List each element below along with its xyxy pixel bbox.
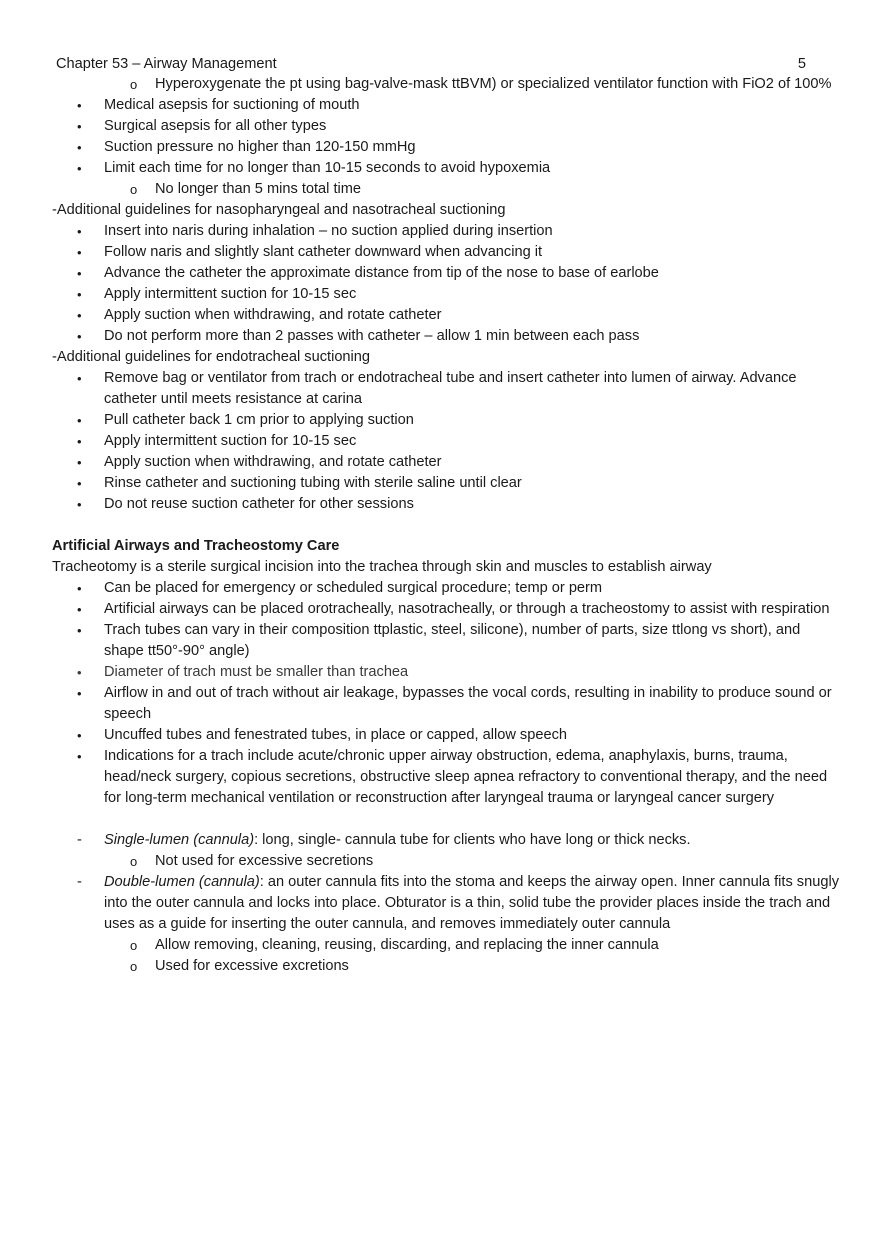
list-item: • Apply suction when withdrawing, and rotate catheter — [52, 452, 842, 473]
section-heading: -Additional guidelines for endotracheal suctioning — [52, 349, 371, 365]
paragraph: Tracheotomy is a sterile surgical incision into the trachea through skin and muscles to establish airway — [52, 559, 712, 575]
list-item: - Single-lumen (cannula): long, single- cannula tube for clients who have long or thick necks. — [52, 830, 842, 851]
bullet-icon: • — [77, 455, 82, 470]
bullet-icon: • — [77, 98, 82, 113]
bullet-icon: • — [77, 140, 82, 155]
list-item: • Rinse catheter and suctioning tubing with sterile saline until clear — [52, 473, 842, 494]
sub-bullet-icon: o — [130, 182, 138, 197]
sub-item: o Used for excessive excretions — [52, 956, 842, 977]
dash-icon: - — [77, 874, 82, 890]
spacer — [52, 515, 842, 536]
bullet-icon: • — [77, 623, 82, 638]
list-item: • Trach tubes can vary in their composition ttplastic, steel, silicone), number of parts, size ttlong vs short), and shape tt50°-90° angle) — [77, 622, 801, 659]
list-item: • Surgical asepsis for all other types — [52, 116, 842, 137]
list-item: • Insert into naris during inhalation – no suction applied during insertion — [52, 221, 842, 242]
list-item: • Remove bag or ventilator from trach or endotracheal tube and insert catheter into lumen of airway. Advance catheter until meets resistance at carina — [77, 370, 797, 407]
chapter-title: Chapter 53 – Airway Management — [56, 56, 277, 72]
bullet-icon: • — [77, 119, 82, 134]
bullet-icon: • — [77, 476, 82, 491]
section-heading: -Additional guidelines for nasopharyngeal and nasotracheal suctioning — [52, 202, 506, 218]
list-item: • Do not perform more than 2 passes with catheter – allow 1 min between each pass — [52, 326, 842, 347]
term: Single-lumen (cannula) — [104, 832, 255, 848]
bullet-icon: • — [77, 413, 82, 428]
list-item: • Limit each time for no longer than 10-15 seconds to avoid hypoxemia — [52, 158, 842, 179]
dash-icon: - — [77, 832, 82, 848]
list-item: • Follow naris and slightly slant catheter downward when advancing it — [52, 242, 842, 263]
bullet-icon: • — [77, 728, 82, 743]
list-item: • Artificial airways can be placed orotracheally, nasotracheally, or through a tracheostomy to assist with respiration — [52, 599, 842, 620]
bullet-icon: • — [77, 329, 82, 344]
list-item: • Apply intermittent suction for 10-15 sec — [52, 284, 842, 305]
bullet-icon: • — [77, 266, 82, 281]
bullet-icon: • — [77, 686, 82, 701]
list-item: • Airflow in and out of trach without air leakage, bypasses the vocal cords, resulting in inability to produce sound or speech — [77, 685, 832, 722]
bullet-icon: • — [77, 602, 82, 617]
page-content — [52, 74, 842, 977]
list-item: • Uncuffed tubes and fenestrated tubes, in place or capped, allow speech — [52, 725, 842, 746]
list-item: • Diameter of trach must be smaller than trachea — [52, 662, 842, 683]
list-item: • Advance the catheter the approximate distance from tip of the nose to base of earlobe — [52, 263, 842, 284]
bullet-icon: • — [77, 161, 82, 176]
bullet-icon: • — [77, 308, 82, 323]
bullet-icon: • — [77, 497, 82, 512]
page-number: 5 — [797, 56, 806, 72]
sub-bullet-icon: o — [130, 938, 138, 953]
sub-bullet-icon: o — [130, 959, 138, 974]
bullet-icon: • — [77, 434, 82, 449]
bullet-icon: • — [77, 665, 82, 680]
list-item: • Pull catheter back 1 cm prior to applying suction — [52, 410, 842, 431]
bullet-icon: • — [77, 245, 82, 260]
bullet-icon: • — [77, 581, 82, 596]
list-item: • Suction pressure no higher than 120-150 mmHg — [52, 137, 842, 158]
list-item: • Do not reuse suction catheter for other sessions — [52, 494, 842, 515]
bullet-icon: • — [77, 749, 82, 764]
bullet-icon: • — [77, 371, 82, 386]
list-item: • Apply intermittent suction for 10-15 sec — [52, 431, 842, 452]
sub-bullet-icon: o — [130, 854, 138, 869]
sub-item: o Hyperoxygenate the pt using bag-valve-mask ttBVM) or specialized ventilator function with FiO2 of 100% — [52, 74, 842, 95]
page-header — [56, 54, 806, 75]
sub-bullet-icon: o — [130, 77, 138, 92]
section-title: Artificial Airways and Tracheostomy Care — [52, 538, 340, 554]
sub-item: o No longer than 5 mins total time — [52, 179, 842, 200]
list-item: • Indications for a trach include acute/chronic upper airway obstruction, edema, anaphylaxis, burns, trauma, head/neck surgery, copious secretions, obstructive sleep apnea refractory to conventional therapy, and the need for long-term mechanical ventilation or reconstruction after laryngeal trauma or laryngeal cancer surgery — [77, 748, 828, 806]
bullet-icon: • — [77, 287, 82, 302]
sub-item: o Not used for excessive secretions — [52, 851, 842, 872]
sub-item: o Allow removing, cleaning, reusing, discarding, and replacing the inner cannula — [52, 935, 842, 956]
bullet-icon: • — [77, 224, 82, 239]
list-item: - Double-lumen (cannula): an outer cannula fits into the stoma and keeps the airway open. Inner cannula fits snugly into the outer cannula and locks into place. Obturator is a thin, solid tube the provider places inside the trach and uses as a guide for inserting the outer cannula, and removes immediately outer cannula — [77, 874, 839, 932]
spacer — [52, 809, 842, 830]
list-item: • Apply suction when withdrawing, and rotate catheter — [52, 305, 842, 326]
list-item: • Medical asepsis for suctioning of mouth — [52, 95, 842, 116]
term: Double-lumen (cannula) — [104, 874, 260, 890]
list-item: • Can be placed for emergency or scheduled surgical procedure; temp or perm — [52, 578, 842, 599]
